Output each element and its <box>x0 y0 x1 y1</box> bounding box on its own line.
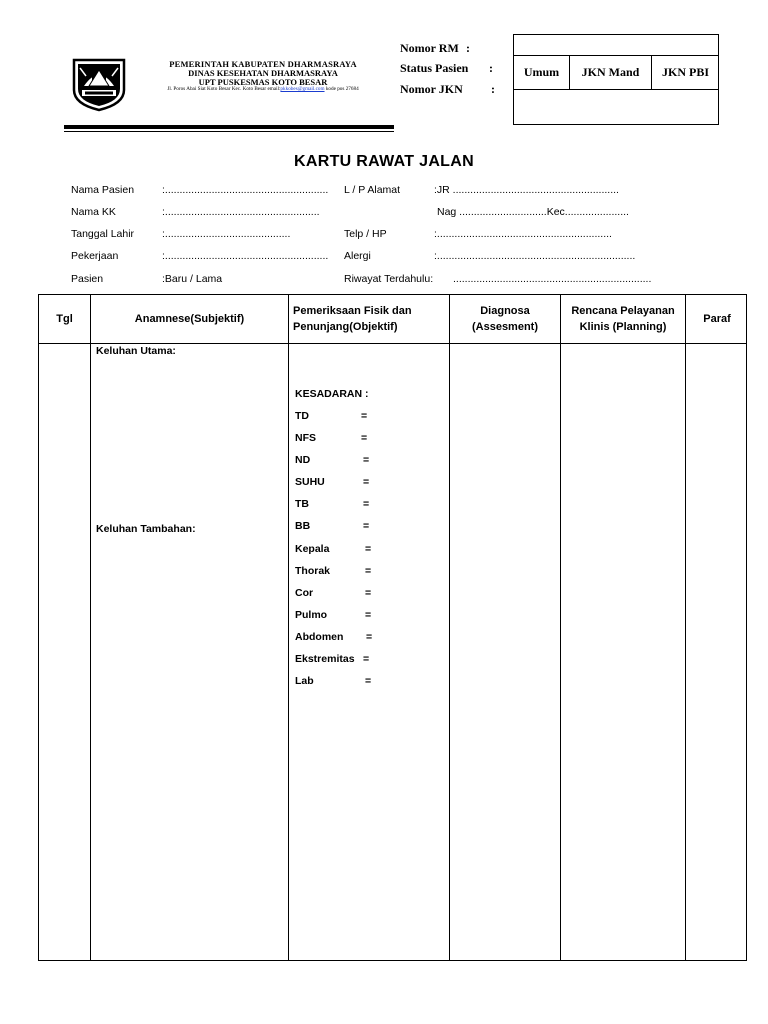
status-box-divider <box>514 89 718 90</box>
riwayat-label: Riwayat Terdahulu: <box>344 273 434 285</box>
exam-item-equals: = <box>365 675 372 687</box>
exam-item-equals: = <box>365 565 372 577</box>
option-umum[interactable]: Umum <box>523 65 560 79</box>
exam-item-equals: = <box>363 476 370 488</box>
exam-item-label: SUHU <box>295 476 325 488</box>
column-divider <box>449 295 450 960</box>
exam-item-equals: = <box>365 587 372 599</box>
col-header-pemeriksaan: Pemeriksaan Fisik dan Penunjang(Objektif) <box>293 305 412 333</box>
exam-item-equals: = <box>363 454 370 466</box>
email-link[interactable]: pkkobes@gmail.com <box>280 86 325 92</box>
kesadaran-label: KESADARAN : <box>295 388 369 400</box>
alergi-label: Alergi <box>344 250 371 262</box>
page-title: KARTU RAWAT JALAN <box>294 153 474 170</box>
col-header-tgl: Tgl <box>56 313 73 325</box>
header-divider-thick <box>64 125 394 129</box>
nama-kk-field[interactable]: :..................................................... <box>162 206 320 218</box>
pasien-type-field[interactable]: :Baru / Lama <box>162 273 223 285</box>
exam-item-label: Ekstremitas <box>295 653 355 665</box>
column-divider <box>90 295 91 960</box>
col-header-anamnese: Anamnese(Subjektif) <box>134 313 245 325</box>
exam-item-equals: = <box>365 543 372 555</box>
col-header-planning: Rencana Pelayanan Klinis (Planning) <box>571 305 675 333</box>
exam-item-label: NFS <box>295 432 316 444</box>
exam-item-label: Kepala <box>295 543 330 555</box>
exam-item-equals: = <box>363 520 370 532</box>
exam-item-label: TD <box>295 410 309 422</box>
exam-item-label: ND <box>295 454 311 466</box>
nama-pasien-label: Nama Pasien <box>71 184 135 196</box>
exam-item-label: BB <box>295 520 311 532</box>
exam-item-label: Thorak <box>295 565 331 577</box>
nag-kec-field[interactable]: Nag ..............................Kec...................... <box>437 206 629 218</box>
exam-item-label: Lab <box>295 675 314 687</box>
tanggal-lahir-label: Tanggal Lahir <box>71 228 135 240</box>
exam-item-label: TB <box>295 498 309 510</box>
nomor-jkn-label: Nomor JKN <box>400 82 463 96</box>
exam-item-equals: = <box>365 609 372 621</box>
header-unit: UPT PUSKESMAS KOTO BESAR <box>198 77 328 87</box>
exam-item-label: Pulmo <box>295 609 328 621</box>
regency-crest-icon <box>70 56 128 112</box>
nomor-rm-colon: : <box>466 41 470 55</box>
nama-kk-label: Nama KK <box>71 206 116 218</box>
header-row-divider <box>39 343 746 344</box>
header-divider-thin <box>64 131 394 132</box>
telp-label: Telp / HP <box>344 228 387 240</box>
nomor-rm-label: Nomor RM <box>400 41 459 55</box>
telp-field[interactable]: :............................................................ <box>434 228 612 240</box>
tanggal-lahir-field[interactable]: :........................................... <box>162 228 291 240</box>
address-prefix: Jl. Poros Abai Siat Koto Besar Kec. Koto Besar email: <box>167 86 281 92</box>
alergi-field[interactable]: :.................................................................... <box>434 250 636 262</box>
exam-item-equals: = <box>361 432 368 444</box>
exam-item-label: Abdomen <box>295 631 344 643</box>
option-jkn-mandiri[interactable]: JKN Mand <box>581 65 640 79</box>
status-pasien-label: Status Pasien <box>400 61 469 75</box>
option-jkn-pbi[interactable]: JKN PBI <box>661 65 709 79</box>
column-divider <box>685 295 686 960</box>
exam-item-equals: = <box>361 410 368 422</box>
col-header-diagnosa: Diagnosa (Assesment) <box>471 305 539 333</box>
header-department: DINAS KESEHATAN DHARMASRAYA <box>188 68 338 78</box>
col-header-paraf: Paraf <box>703 313 731 325</box>
address-suffix: kode pos 27684 <box>324 86 359 92</box>
status-pasien-colon: : <box>489 61 493 75</box>
header-address <box>133 86 393 92</box>
lp-alamat-label: L / P Alamat <box>344 184 401 196</box>
riwayat-field[interactable]: .................................................................... <box>453 273 652 285</box>
column-divider <box>560 295 561 960</box>
alamat-field[interactable]: :JR ......................................................... <box>434 184 619 196</box>
nomor-jkn-colon: : <box>491 82 495 96</box>
exam-item-equals: = <box>366 631 373 643</box>
exam-item-equals: = <box>363 653 370 665</box>
soap-table <box>38 294 747 961</box>
keluhan-tambahan-label: Keluhan Tambahan: <box>96 523 196 535</box>
pasien-label: Pasien <box>71 273 104 285</box>
header-agency: PEMERINTAH KABUPATEN DHARMASRAYA <box>169 59 357 69</box>
keluhan-utama-label: Keluhan Utama: <box>96 345 176 357</box>
column-divider <box>288 295 289 960</box>
status-box <box>513 34 719 125</box>
pekerjaan-label: Pekerjaan <box>71 250 119 262</box>
exam-item-label: Cor <box>295 587 314 599</box>
exam-item-equals: = <box>363 498 370 510</box>
pekerjaan-field[interactable]: :........................................................ <box>162 250 329 262</box>
nama-pasien-field[interactable]: :........................................................ <box>162 184 329 196</box>
